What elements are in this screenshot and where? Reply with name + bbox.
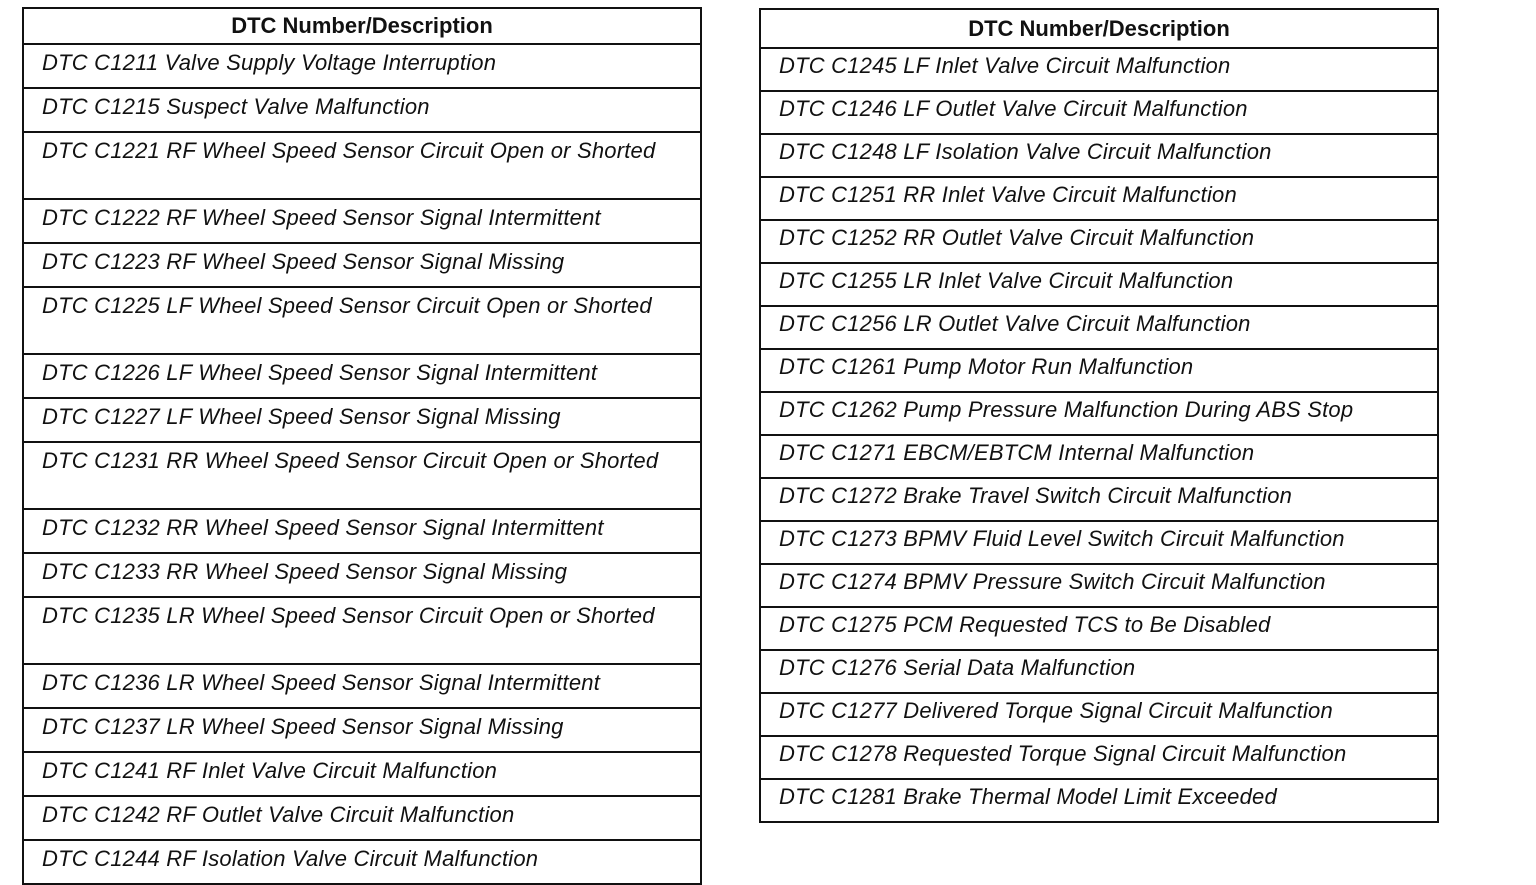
dtc-cell: DTC C1245 LF Inlet Valve Circuit Malfunction <box>760 48 1438 91</box>
table-row <box>760 779 1438 822</box>
table-row <box>760 736 1438 779</box>
dtc-cell: DTC C1233 RR Wheel Speed Sensor Signal Missing <box>23 553 701 597</box>
dtc-cell: DTC C1236 LR Wheel Speed Sensor Signal Intermittent <box>23 664 701 708</box>
dtc-cell: DTC C1223 RF Wheel Speed Sensor Signal Missing <box>23 243 701 287</box>
dtc-cell: DTC C1242 RF Outlet Valve Circuit Malfunction <box>23 796 701 840</box>
dtc-cell: DTC C1241 RF Inlet Valve Circuit Malfunction <box>23 752 701 796</box>
table-row <box>760 48 1438 91</box>
dtc-cell: DTC C1215 Suspect Valve Malfunction <box>23 88 701 132</box>
dtc-cell: DTC C1235 LR Wheel Speed Sensor Circuit Open or Shorted <box>23 597 701 664</box>
table-row <box>760 177 1438 220</box>
dtc-cell: DTC C1246 LF Outlet Valve Circuit Malfunction <box>760 91 1438 134</box>
dtc-cell: DTC C1225 LF Wheel Speed Sensor Circuit Open or Shorted <box>23 287 701 354</box>
dtc-cell: DTC C1271 EBCM/EBTCM Internal Malfunction <box>760 435 1438 478</box>
table-row <box>23 44 701 88</box>
dtc-cell: DTC C1281 Brake Thermal Model Limit Exceeded <box>760 779 1438 822</box>
dtc-cell: DTC C1237 LR Wheel Speed Sensor Signal Missing <box>23 708 701 752</box>
dtc-cell: DTC C1251 RR Inlet Valve Circuit Malfunction <box>760 177 1438 220</box>
table-row <box>760 263 1438 306</box>
dtc-cell: DTC C1261 Pump Motor Run Malfunction <box>760 349 1438 392</box>
table-row <box>23 287 701 354</box>
table-header-row <box>760 9 1438 48</box>
table-row <box>23 708 701 752</box>
table-row <box>23 442 701 509</box>
dtc-cell: DTC C1226 LF Wheel Speed Sensor Signal Intermittent <box>23 354 701 398</box>
table-row <box>23 243 701 287</box>
dtc-table-left <box>22 7 702 885</box>
table-row <box>760 91 1438 134</box>
table-row <box>760 392 1438 435</box>
dtc-cell: DTC C1278 Requested Torque Signal Circuit Malfunction <box>760 736 1438 779</box>
dtc-cell: DTC C1227 LF Wheel Speed Sensor Signal Missing <box>23 398 701 442</box>
table-row <box>23 796 701 840</box>
table-row <box>23 354 701 398</box>
table-row <box>23 199 701 243</box>
table-row <box>760 693 1438 736</box>
table-row <box>760 650 1438 693</box>
table-row <box>23 597 701 664</box>
dtc-cell: DTC C1274 BPMV Pressure Switch Circuit Malfunction <box>760 564 1438 607</box>
column-header: DTC Number/Description <box>23 8 701 44</box>
table-row <box>23 553 701 597</box>
dtc-cell: DTC C1252 RR Outlet Valve Circuit Malfunction <box>760 220 1438 263</box>
table-row <box>760 564 1438 607</box>
table-row <box>760 521 1438 564</box>
dtc-cell: DTC C1232 RR Wheel Speed Sensor Signal Intermittent <box>23 509 701 553</box>
table-row <box>760 607 1438 650</box>
table-row <box>23 752 701 796</box>
table-row <box>23 88 701 132</box>
dtc-cell: DTC C1244 RF Isolation Valve Circuit Malfunction <box>23 840 701 884</box>
table-row <box>760 134 1438 177</box>
table-header-row <box>23 8 701 44</box>
dtc-cell: DTC C1221 RF Wheel Speed Sensor Circuit Open or Shorted <box>23 132 701 199</box>
dtc-cell: DTC C1222 RF Wheel Speed Sensor Signal Intermittent <box>23 199 701 243</box>
table-row <box>23 840 701 884</box>
dtc-cell: DTC C1255 LR Inlet Valve Circuit Malfunction <box>760 263 1438 306</box>
column-header: DTC Number/Description <box>760 9 1438 48</box>
dtc-cell: DTC C1273 BPMV Fluid Level Switch Circuit Malfunction <box>760 521 1438 564</box>
table-row <box>23 398 701 442</box>
table-row <box>760 478 1438 521</box>
dtc-cell: DTC C1272 Brake Travel Switch Circuit Malfunction <box>760 478 1438 521</box>
dtc-cell: DTC C1256 LR Outlet Valve Circuit Malfunction <box>760 306 1438 349</box>
dtc-cell: DTC C1231 RR Wheel Speed Sensor Circuit Open or Shorted <box>23 442 701 509</box>
table-row <box>23 509 701 553</box>
table-row <box>760 220 1438 263</box>
dtc-cell: DTC C1277 Delivered Torque Signal Circuit Malfunction <box>760 693 1438 736</box>
dtc-cell: DTC C1248 LF Isolation Valve Circuit Malfunction <box>760 134 1438 177</box>
dtc-table-right <box>759 8 1439 823</box>
table-row <box>760 306 1438 349</box>
table-row <box>23 132 701 199</box>
dtc-cell: DTC C1211 Valve Supply Voltage Interruption <box>23 44 701 88</box>
table-row <box>760 349 1438 392</box>
table-row <box>760 435 1438 478</box>
dtc-cell: DTC C1276 Serial Data Malfunction <box>760 650 1438 693</box>
dtc-cell: DTC C1275 PCM Requested TCS to Be Disabled <box>760 607 1438 650</box>
dtc-cell: DTC C1262 Pump Pressure Malfunction During ABS Stop <box>760 392 1438 435</box>
table-row <box>23 664 701 708</box>
